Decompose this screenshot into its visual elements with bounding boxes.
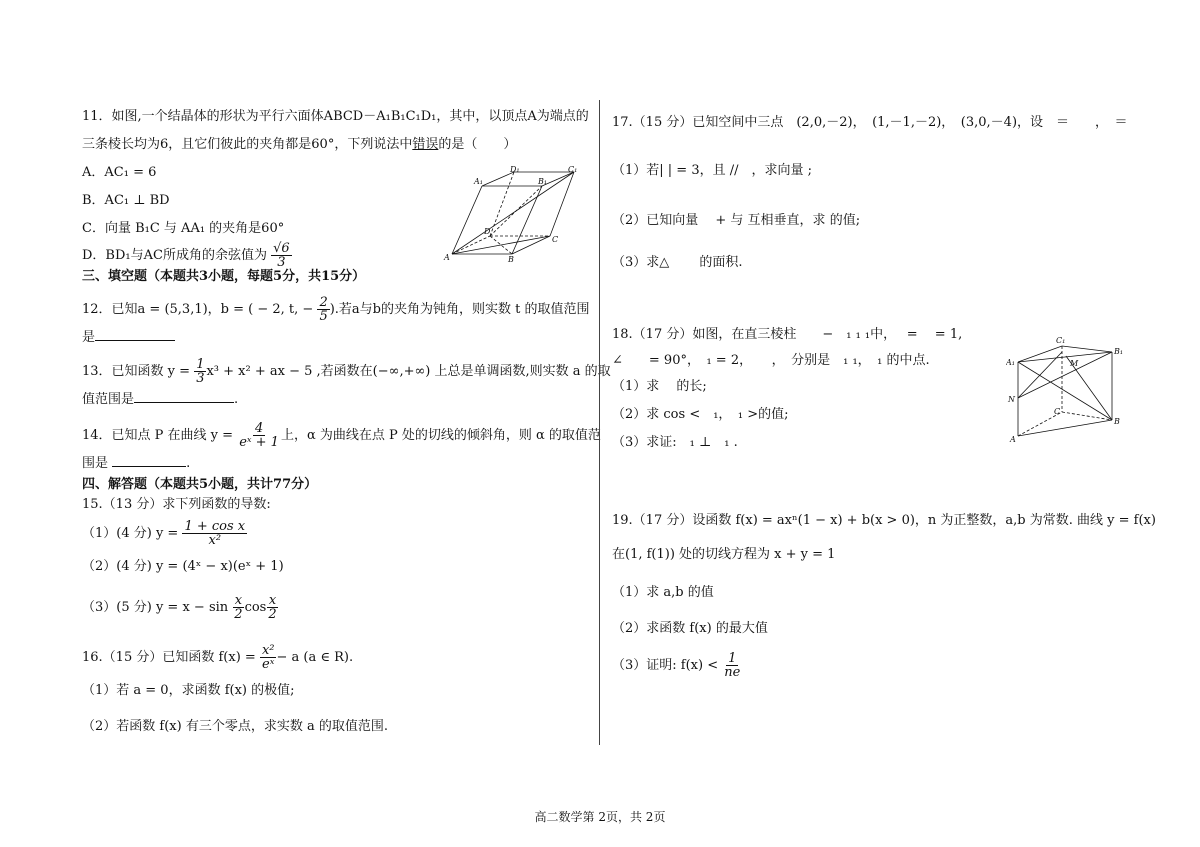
q13-text-a: 13．已知函数 y = xyxy=(82,364,191,379)
fraction-num: 1 + cos x xyxy=(184,519,246,534)
fraction-den: x² xyxy=(208,533,222,548)
fraction-den: 3 xyxy=(196,371,205,386)
q17-part3: （3）求△ 的面积. xyxy=(612,255,743,270)
fig-label-c: C xyxy=(1054,407,1061,416)
fraction-num: √6 xyxy=(273,241,290,256)
fig-label-b: B xyxy=(508,255,514,262)
q14-line1 xyxy=(82,422,601,449)
q19-part1: （1）求 a,b 的值 xyxy=(612,585,714,600)
q11-option-d xyxy=(82,242,292,269)
fig-label-n: N xyxy=(1008,395,1015,404)
q13-line1 xyxy=(82,358,611,385)
fig-label-b1: B₁ xyxy=(538,177,548,186)
q19-line1: 19.（17 分）设函数 f(x) = axⁿ(1 − x) + b(x > 0)，n 为正整数，a,b 为常数. 曲线 y = f(x) xyxy=(612,513,1156,528)
fraction-num: x xyxy=(268,593,277,608)
fig-label-a1: A₁ xyxy=(474,177,483,186)
q18-title: 18.（17 分）如图，在直三棱柱 − ₁ ₁ ₁中， = = 1, xyxy=(612,327,963,342)
q18-part1: （1）求 的长; xyxy=(612,379,707,394)
fig-label-a: A xyxy=(444,253,450,262)
q19-line2: 在(1, f(1)) 处的切线方程为 x + y = 1 xyxy=(612,547,836,562)
q11-line2b: 的是（ ） xyxy=(438,137,517,152)
q16-title-post: − a (a ∈ R). xyxy=(276,650,354,665)
q13-line2: 值范围是 . xyxy=(82,392,239,407)
q15-part1-text: （1）(4 分) y = xyxy=(82,526,179,541)
fraction-den: 2 xyxy=(268,607,277,622)
fraction-num: 1 xyxy=(728,651,737,666)
q19-part3 xyxy=(612,652,742,679)
q12-line2 xyxy=(82,328,175,347)
q13-fraction xyxy=(194,358,206,385)
q17-part2: （2）已知向量 + 与 互相垂直，求 的值; xyxy=(612,213,861,228)
fig-label-c: C xyxy=(552,235,559,244)
q11-line2 xyxy=(82,136,516,154)
q15-part2: （2）(4 分) y = (4ˣ − x)(eˣ + 1) xyxy=(82,559,284,574)
q15-part3-fraction-1 xyxy=(232,594,244,621)
q16-title xyxy=(82,644,353,671)
q14-fraction xyxy=(237,422,281,449)
fig-label-d: D xyxy=(484,227,491,236)
fig-label-d1: D₁ xyxy=(510,166,520,174)
fig-label-c1: C₁ xyxy=(568,166,578,174)
q13-answer-blank[interactable] xyxy=(134,390,234,403)
q14-text-b: 上，α 为曲线在点 P 处的切线的倾斜角，则 α 的取值范 xyxy=(280,428,601,443)
fraction-num: x² xyxy=(261,643,275,658)
fraction-num: 1 xyxy=(196,357,205,372)
fraction-den: 2 xyxy=(234,607,243,622)
q12-text-a: 12．已知a = (5,3,1)，b = ( − 2, t, − xyxy=(82,302,314,317)
fraction-num: 2 xyxy=(319,295,328,310)
fig-label-a1: A₁ xyxy=(1006,358,1015,367)
q12-fraction xyxy=(317,296,329,323)
q14-line2: 围是 . xyxy=(82,456,191,471)
q11-option-d-fraction xyxy=(271,242,292,269)
q12-text-c: 是 xyxy=(82,330,96,345)
fraction-den: eˣ xyxy=(262,657,275,672)
q17-title: 17.（15 分）已知空间中三点 (2,0,－2)， (1,－1,－2)， (3,0,－4)，设 ＝ ， ＝ xyxy=(612,115,1128,130)
q19-part3-fraction xyxy=(722,652,742,679)
section-3-heading: 三、填空题（本题共3小题，每题5分，共15分） xyxy=(82,269,366,284)
fig-label-b: B xyxy=(1114,417,1120,426)
prism-figure xyxy=(1006,332,1136,444)
fraction-den: 5 xyxy=(319,309,328,324)
fraction-num: 4 xyxy=(254,421,264,436)
q15-part3-fraction-2 xyxy=(266,594,278,621)
q16-part2: （2）若函数 f(x) 有三个零点，求实数 a 的取值范围. xyxy=(82,719,388,734)
q18-part2: （2）求 cos < ₁， ₁ >的值; xyxy=(612,407,789,422)
q15-part3-cos: cos xyxy=(244,600,267,615)
q18-line2: ∠ = 90°， ₁ = 2， ， 分别是 ₁ ₁， ₁ 的中点. xyxy=(612,353,930,368)
q11-line2a: 三条棱长均为6，且它们彼此的夹角都是60°，下列说法中 xyxy=(82,137,413,152)
section-4-heading: 四、解答题（本题共5小题，共计77分） xyxy=(82,477,318,492)
fraction-den: 3 xyxy=(277,255,286,270)
fig-label-b1: B₁ xyxy=(1114,347,1124,356)
q14-answer-blank[interactable] xyxy=(112,454,186,467)
q15-part3 xyxy=(82,594,279,621)
q16-part1: （1）若 a = 0，求函数 f(x) 的极值; xyxy=(82,683,295,698)
q16-title-text: 16.（15 分）已知函数 f(x) = xyxy=(82,650,256,665)
column-divider xyxy=(599,100,600,745)
fraction-den: eˣ + 1 xyxy=(239,435,279,450)
q15-part1-fraction xyxy=(182,520,247,547)
page-footer: 高二数学第 2页，共 2页 xyxy=(534,810,666,824)
q16-fraction xyxy=(260,644,277,671)
parallelepiped-figure xyxy=(442,166,582,262)
q11-option-c: C．向量 B₁C 与 AA₁ 的夹角是60° xyxy=(82,221,285,236)
q19-part3-text: （3）证明: f(x) < xyxy=(612,658,719,673)
q11-option-a: A．AC₁ = 6 xyxy=(82,165,157,180)
q13-text-c: 值范围是 xyxy=(82,392,135,407)
q11-option-d-text: D．BD₁与AC所成角的余弦值为 xyxy=(82,248,267,263)
q12-text-b: ).若a与b的夹角为钝角，则实数 t 的取值范围 xyxy=(329,302,590,317)
q11-underlined: 错误 xyxy=(412,137,439,152)
q14-text-a: 14．已知点 P 在曲线 y = xyxy=(82,428,234,443)
fig-label-a: A xyxy=(1010,435,1016,444)
q14-text-c: 围是 xyxy=(82,456,109,471)
q12-answer-blank[interactable] xyxy=(95,328,175,341)
q19-part2: （2）求函数 f(x) 的最大值 xyxy=(612,621,768,636)
q12-line1 xyxy=(82,296,589,323)
q15-part1 xyxy=(82,520,247,547)
fig-label-c1: C₁ xyxy=(1056,336,1066,345)
fig-label-m: M xyxy=(1070,359,1079,368)
fraction-num: x xyxy=(234,593,243,608)
q18-part3: （3）求证: ₁ ⊥ ₁ . xyxy=(612,435,738,450)
q11-option-b: B．AC₁ ⊥ BD xyxy=(82,193,170,208)
q15-part3-text: （3）(5 分) y = x − sin xyxy=(82,600,229,615)
q17-part1: （1）若| | = 3，且 // ，求向量 ; xyxy=(612,163,812,178)
q11-line1: 11．如图,一个结晶体的形状为平行六面体ABCD－A₁B₁C₁D₁，其中，以顶点A为端点的 xyxy=(82,109,589,124)
q13-text-b: x³ + x² + ax − 5 ,若函数在(−∞,+∞) 上总是单调函数,则实数 a 的取 xyxy=(206,364,611,379)
q15-title: 15.（13 分）求下列函数的导数: xyxy=(82,497,271,512)
fraction-den: ne xyxy=(724,665,741,680)
